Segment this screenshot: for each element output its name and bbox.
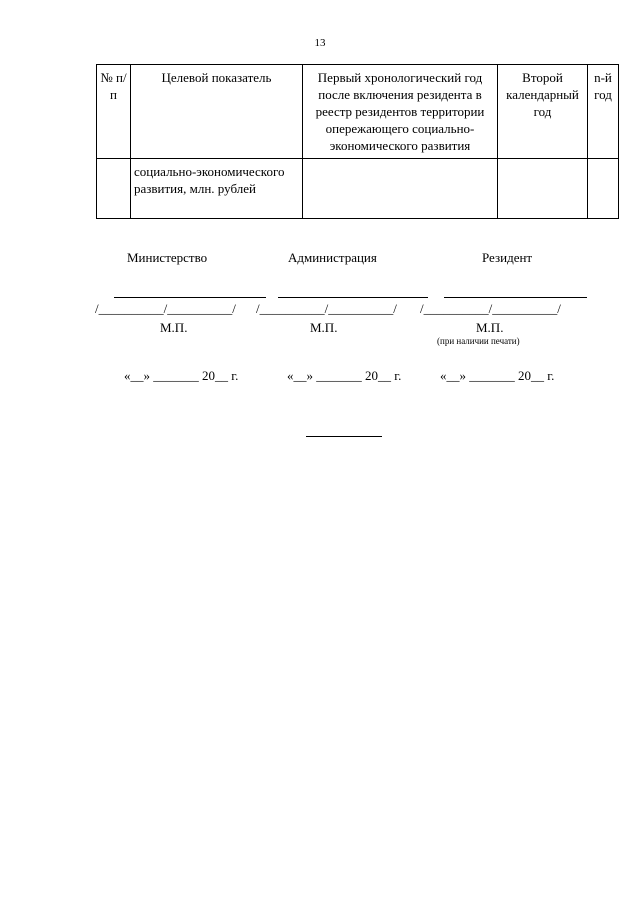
signature-line-administration: [278, 297, 428, 298]
signature-slash-administration: /__________/__________/: [256, 301, 397, 316]
header-n-year: n-й год: [588, 65, 619, 159]
cell-first-year: [303, 159, 498, 219]
cell-num: [97, 159, 131, 219]
mp-note: (при наличии печати): [437, 336, 520, 346]
date-resident: «__» _______ 20__ г.: [440, 368, 555, 383]
header-second-year: Второй календарный год: [498, 65, 588, 159]
table-header-row: [97, 65, 619, 159]
signature-line-resident: [444, 297, 587, 298]
signature-slash-resident: /__________/__________/: [420, 301, 561, 316]
cell-indicator: социально-экономического развития, млн. рублей: [131, 159, 303, 219]
signature-line-ministry: [114, 297, 266, 298]
header-num: № п/п: [97, 65, 131, 159]
mp-ministry: М.П.: [160, 320, 188, 335]
indicator-table: [96, 64, 619, 219]
cell-second-year: [498, 159, 588, 219]
page-number: 13: [314, 37, 326, 49]
table-row: [97, 159, 619, 219]
date-administration: «__» _______ 20__ г.: [287, 368, 402, 383]
header-first-year: Первый хронологический год после включения резидента в реестр резидентов территории опережающего социально-экономического развития: [303, 65, 498, 159]
cell-n-year: [588, 159, 619, 219]
mp-resident: М.П.: [476, 320, 504, 335]
date-ministry: «__» _______ 20__ г.: [124, 368, 239, 383]
mp-administration: М.П.: [310, 320, 338, 335]
end-rule: [306, 436, 382, 437]
label-ministry: Министерство: [127, 250, 208, 265]
label-resident: Резидент: [482, 250, 533, 265]
signature-slash-ministry: /__________/__________/: [95, 301, 236, 316]
header-indicator: Целевой показатель: [131, 65, 303, 159]
label-administration: Администрация: [288, 250, 377, 265]
